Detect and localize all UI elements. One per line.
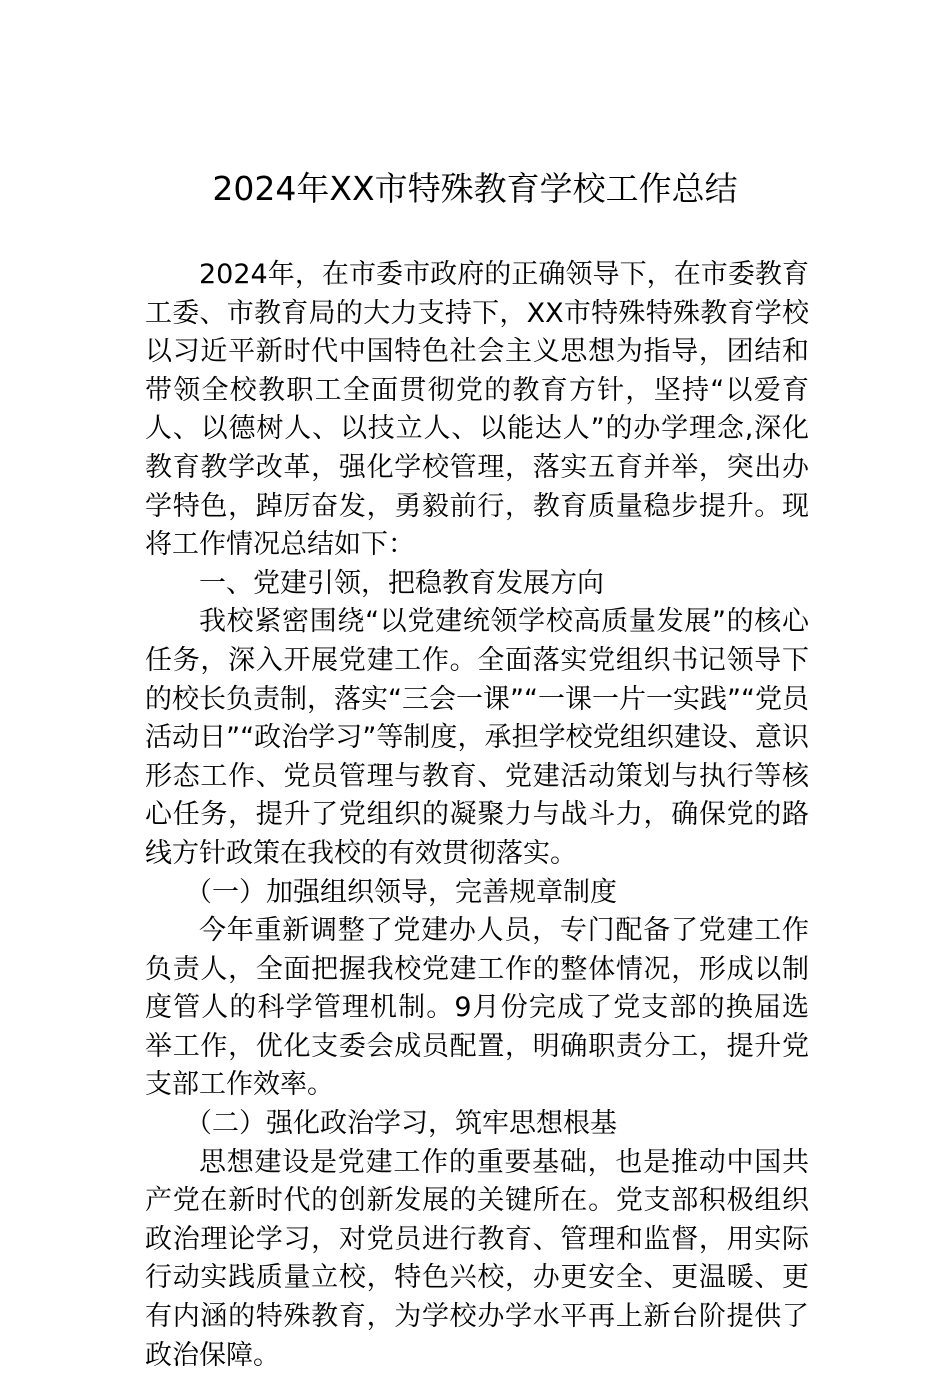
subsection-2-heading: （二）强化政治学习，筑牢思想根基 xyxy=(185,1108,617,1140)
document-title: 2024年XX市特殊教育学校工作总结 xyxy=(212,169,738,208)
document-body xyxy=(145,256,809,1375)
subsection-1-heading: （一）加强组织领导，完善规章制度 xyxy=(185,876,617,908)
subsection-1-paragraph: 今年重新调整了党建办人员，专门配备了党建工作负责人，全面把握我校党建工作的整体情况，形成以制度管人的科学管理机制。9月份完成了党支部的换届选举工作，优化支委会成员配置，明确职责分工，提升党支部工作效率。 xyxy=(145,915,809,1101)
subsection-2-paragraph: 思想建设是党建工作的重要基础，也是推动中国共产党在新时代的创新发展的关键所在。党支部积极组织政治理论学习，对党员进行教育、管理和监督，用实际行动实践质量立校，特色兴校，办更安全、更温暖、更有内涵的特殊教育，为学校办学水平再上新台阶提供了政治保障。 xyxy=(145,1146,809,1371)
section-1-heading: 一、党建引领，把稳教育发展方向 xyxy=(199,567,604,599)
section-1-paragraph: 我校紧密围绕“以党建统领学校高质量发展”的核心任务，深入开展党建工作。全面落实党组织书记领导下的校长负责制，落实“三会一课”“一课一片一实践”“党员活动日”“政治学习”等制度，承担学校党组织建设、意识形态工作、党员管理与教育、党建活动策划与执行等核心任务，提升了党组织的凝聚力与战斗力，确保党的路线方针政策在我校的有效贯彻落实。 xyxy=(145,606,809,869)
intro-paragraph: 2024年，在市委市政府的正确领导下，在市委教育工委、市教育局的大力支持下，XX市特殊特殊教育学校以习近平新时代中国特色社会主义思想为指导，团结和带领全校教职工全面贯彻党的教育方针，坚持“以爱育人、以德树人、以技立人、以能达人”的办学理念,深化教育教学改革，强化学校管理，落实五育并举，突出办学特色，踔厉奋发，勇毅前行，教育质量稳步提升。现将工作情况总结如下： xyxy=(145,259,809,561)
